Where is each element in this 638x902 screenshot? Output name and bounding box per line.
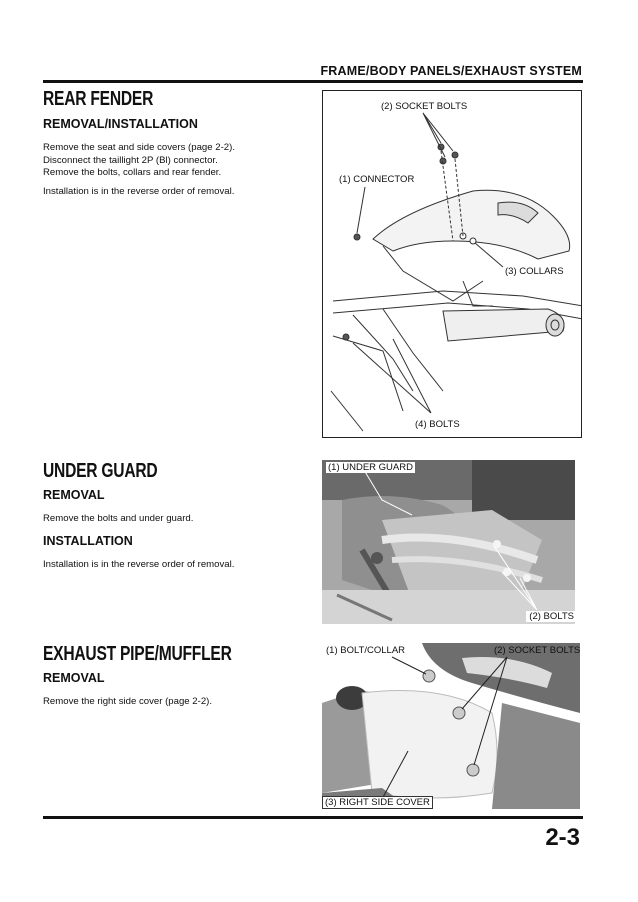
rear-fender-title: REAR FENDER: [43, 88, 154, 110]
label-connector: (1) CONNECTOR: [339, 174, 415, 185]
header-rule: [43, 80, 583, 83]
label-bolt-collar: (1) BOLT/COLLAR: [326, 645, 406, 656]
label-under-guard: (1) UNDER GUARD: [328, 462, 413, 473]
exhaust-title: EXHAUST PIPE/MUFFLER: [43, 643, 232, 665]
exhaust-photo-art: [322, 643, 580, 809]
instruction-line: Remove the bolts, collars and rear fender.: [43, 167, 222, 179]
footer-rule: [43, 816, 583, 819]
label-bolts: (4) BOLTS: [415, 419, 460, 430]
label-bolts: (2) BOLTS: [526, 611, 575, 622]
rear-fender-figure: [322, 90, 582, 438]
exhaust-removal-title: REMOVAL: [43, 671, 105, 685]
under-guard-removal-title: REMOVAL: [43, 488, 105, 502]
under-guard-title: UNDER GUARD: [43, 460, 158, 482]
exhaust-removal-body: Remove the right side cover (page 2-2).: [43, 696, 213, 707]
label-socket-bolts: (2) SOCKET BOLTS: [381, 101, 468, 112]
rear-fender-installation-note: Installation is in the reverse order of removal.: [43, 186, 235, 197]
exhaust-photo: [322, 643, 580, 809]
page-number: 2-3: [545, 824, 580, 851]
under-guard-photo: [322, 460, 575, 624]
page-header-title: FRAME/BODY PANELS/EXHAUST SYSTEM: [320, 64, 582, 78]
under-guard-installation-title: INSTALLATION: [43, 534, 133, 548]
under-guard-removal-body: Remove the bolts and under guard.: [43, 513, 194, 524]
rear-fender-illustration: [323, 91, 582, 438]
instruction-line: Disconnect the taillight 2P (Bl) connector.: [43, 154, 218, 166]
label-socket-bolts: (2) SOCKET BOLTS: [494, 645, 580, 656]
rear-fender-instructions: [43, 142, 293, 180]
instruction-line: Remove the seat and side covers (page 2-2).: [43, 142, 235, 153]
under-guard-installation-body: Installation is in the reverse order of removal.: [43, 559, 235, 570]
label-right-side-cover: (3) RIGHT SIDE COVER: [322, 796, 433, 809]
label-collars: (3) COLLARS: [505, 266, 564, 277]
under-guard-photo-art: [322, 460, 575, 624]
rear-fender-subtitle: REMOVAL/INSTALLATION: [43, 117, 198, 131]
